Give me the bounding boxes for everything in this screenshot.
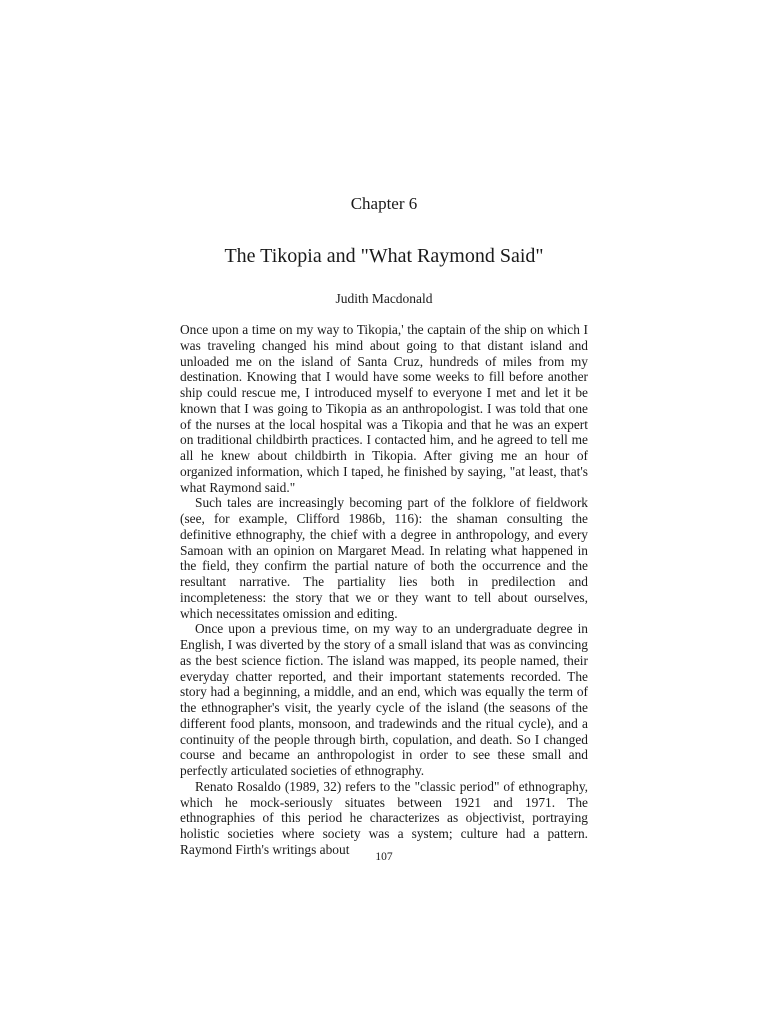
page-number: 107 — [375, 851, 393, 863]
paragraph-4: Renato Rosaldo (1989, 32) refers to the "classic period" of ethnography, which he mock-seriously situates between 1921 and 1971. The ethnographies of this period he characterizes as objectivist, portraying holistic societies where society was a system; culture had a pattern. Raymond Firth's writings about — [180, 778, 588, 857]
paragraph-2: Such tales are increasingly becoming part of the folklore of fieldwork (see, for example, Clifford 1986b, 116): the shaman consulting the definitive ethnography, the chief with a degree in anthropology, and every Samoan with an opinion on Margaret Mead. In relating what happened in the field, they confirm the partial nature of both the occurrence and the resultant narrative. The partiality lies both in predilection and incompleteness: the story that we or they want to tell about ourselves, which necessitates omission and editing. — [180, 495, 588, 621]
paragraph-1: Once upon a time on my way to Tikopia,' the captain of the ship on which I was traveling changed his mind about going to that distant island and unloaded me on the island of Santa Cruz, hundreds of miles from my destination. Knowing that I would have some weeks to fill before another ship could rescue me, I introduced myself to everyone I met and let it be known that I was going to Tikopia as an anthropologist. I was told that one of the nurses at the local hospital was a Tikopia and that he was an expert on traditional childbirth practices. I contacted him, and he agreed to tell me all he knew about childbirth in Tikopia. After giving me an hour of organized information, which I taped, he finished by saying, "at least, that's what Raymond said." — [180, 322, 588, 495]
body-text — [180, 322, 588, 858]
paragraph-3: Once upon a previous time, on my way to an undergraduate degree in English, I was diverted by the story of a small island that was as convincing as the best science fiction. The island was mapped, its people named, their everyday chatter reported, and their important statements recorded. The story had a beginning, a middle, and an end, which was equally the term of the ethnographer's visit, the yearly cycle of the island (the seasons of the different food plants, monsoon, and tradewinds and the ritual cycle), and a continuity of the people through birth, copulation, and death. So I changed course and became an anthropologist in order to see these small and perfectly articulated societies of ethnography. — [180, 621, 588, 778]
chapter-label: Chapter 6 — [350, 194, 418, 213]
chapter-title: The Tikopia and "What Raymond Said" — [224, 245, 544, 267]
author-name: Judith Macdonald — [335, 291, 433, 306]
